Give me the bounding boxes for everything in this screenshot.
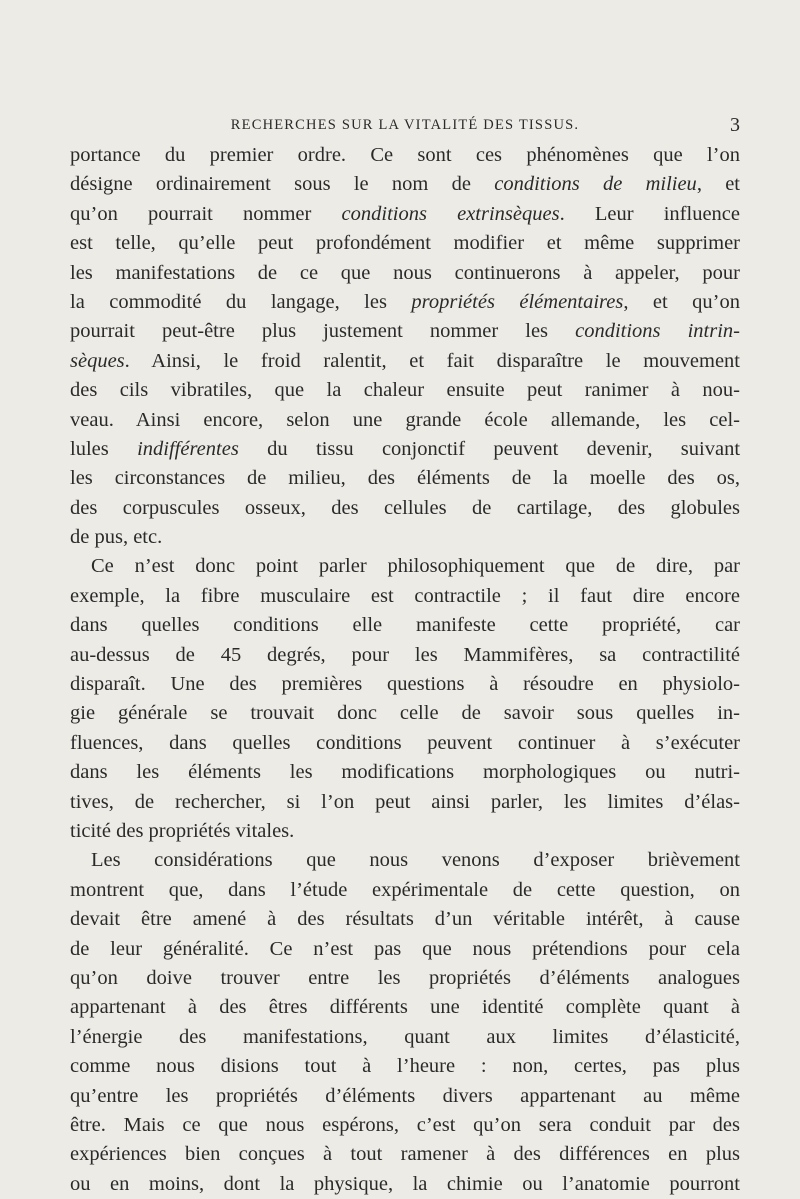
text-line: montrent que, dans l’étude expérimentale de cette question, on (70, 878, 740, 901)
text-line: tives, de rechercher, si l’on peut ainsi parler, les limites d’élas- (70, 790, 740, 813)
text-line: dans quelles conditions elle manifeste cette propriété, car (70, 614, 740, 637)
text-line: l’énergie des manifestations, quant aux limites d’élasticité, (70, 1025, 740, 1048)
text-line: Les considérations que nous venons d’exposer brièvement (91, 849, 740, 872)
text-line: des cils vibratiles, que la chaleur ensuite peut ranimer à nou- (70, 379, 740, 402)
page-header (70, 114, 740, 141)
text-line: être. Mais ce que nous espérons, c’est qu’on sera conduit par des (70, 1113, 740, 1136)
text-line: devait être amené à des résultats d’un véritable intérêt, à cause (70, 908, 740, 931)
text-line: dans les éléments les modifications morphologiques ou nutri- (70, 761, 740, 784)
text-line: qu’on doive trouver entre les propriétés d’éléments analogues (70, 966, 740, 989)
text-line: qu’entre les propriétés d’éléments divers appartenant au même (70, 1084, 740, 1107)
text-line: les circonstances de milieu, des éléments de la moelle des os, (70, 467, 740, 490)
text-line: sèques. Ainsi, le froid ralentit, et fait disparaître le mouvement (70, 349, 740, 372)
text-line: lules indifférentes du tissu conjonctif peuvent devenir, suivant (70, 437, 741, 460)
page-number: 3 (730, 114, 740, 136)
text-line: disparaît. Une des premières questions à résoudre en physiolo- (70, 673, 740, 696)
body-text (70, 141, 740, 1199)
text-line: de leur généralité. Ce n’est pas que nous prétendions pour cela (70, 937, 740, 960)
text-line: désigne ordinairement sous le nom de conditions de milieu, et (70, 173, 740, 196)
text-line: Ce n’est donc point parler philosophiquement que de dire, par (91, 555, 740, 578)
text-line: la commodité du langage, les propriétés élémentaires, et qu’on (70, 290, 740, 313)
text-line: fluences, dans quelles conditions peuvent continuer à s’exécuter (70, 731, 740, 754)
text-line: pourrait peut-être plus justement nommer les conditions intrin- (70, 320, 740, 343)
text-line: ticité des propriétés vitales. (70, 819, 295, 842)
text-line: de pus, etc. (70, 526, 163, 549)
running-title: RECHERCHES SUR LA VITALITÉ DES TISSUS. (230, 117, 580, 133)
text-line: exemple, la fibre musculaire est contractile ; il faut dire encore (70, 584, 740, 607)
text-line: portance du premier ordre. Ce sont ces phénomènes que l’on (70, 144, 740, 166)
text-line: appartenant à des êtres différents une identité complète quant à (70, 996, 740, 1019)
text-line: les manifestations de ce que nous continuerons à appeler, pour (70, 261, 740, 284)
text-line: est telle, qu’elle peut profondément modifier et même supprimer (70, 232, 740, 255)
text-line: au-dessus de 45 degrés, pour les Mammifères, sa contractilité (70, 643, 740, 666)
text-line: gie générale se trouvait donc celle de savoir sous quelles in- (70, 702, 740, 725)
text-line: ou en moins, dont la physique, la chimie ou l’anatomie pourront (70, 1172, 740, 1195)
text-line: comme nous disions tout à l’heure : non, certes, pas plus (70, 1055, 740, 1078)
text-line: expériences bien conçues à tout ramener à des différences en plus (70, 1143, 740, 1166)
text-line: qu’on pourrait nommer conditions extrinsèques. Leur influence (70, 202, 740, 225)
text-line: veau. Ainsi encore, selon une grande école allemande, les cel- (70, 408, 740, 431)
text-line: des corpuscules osseux, des cellules de cartilage, des globules (70, 496, 740, 519)
